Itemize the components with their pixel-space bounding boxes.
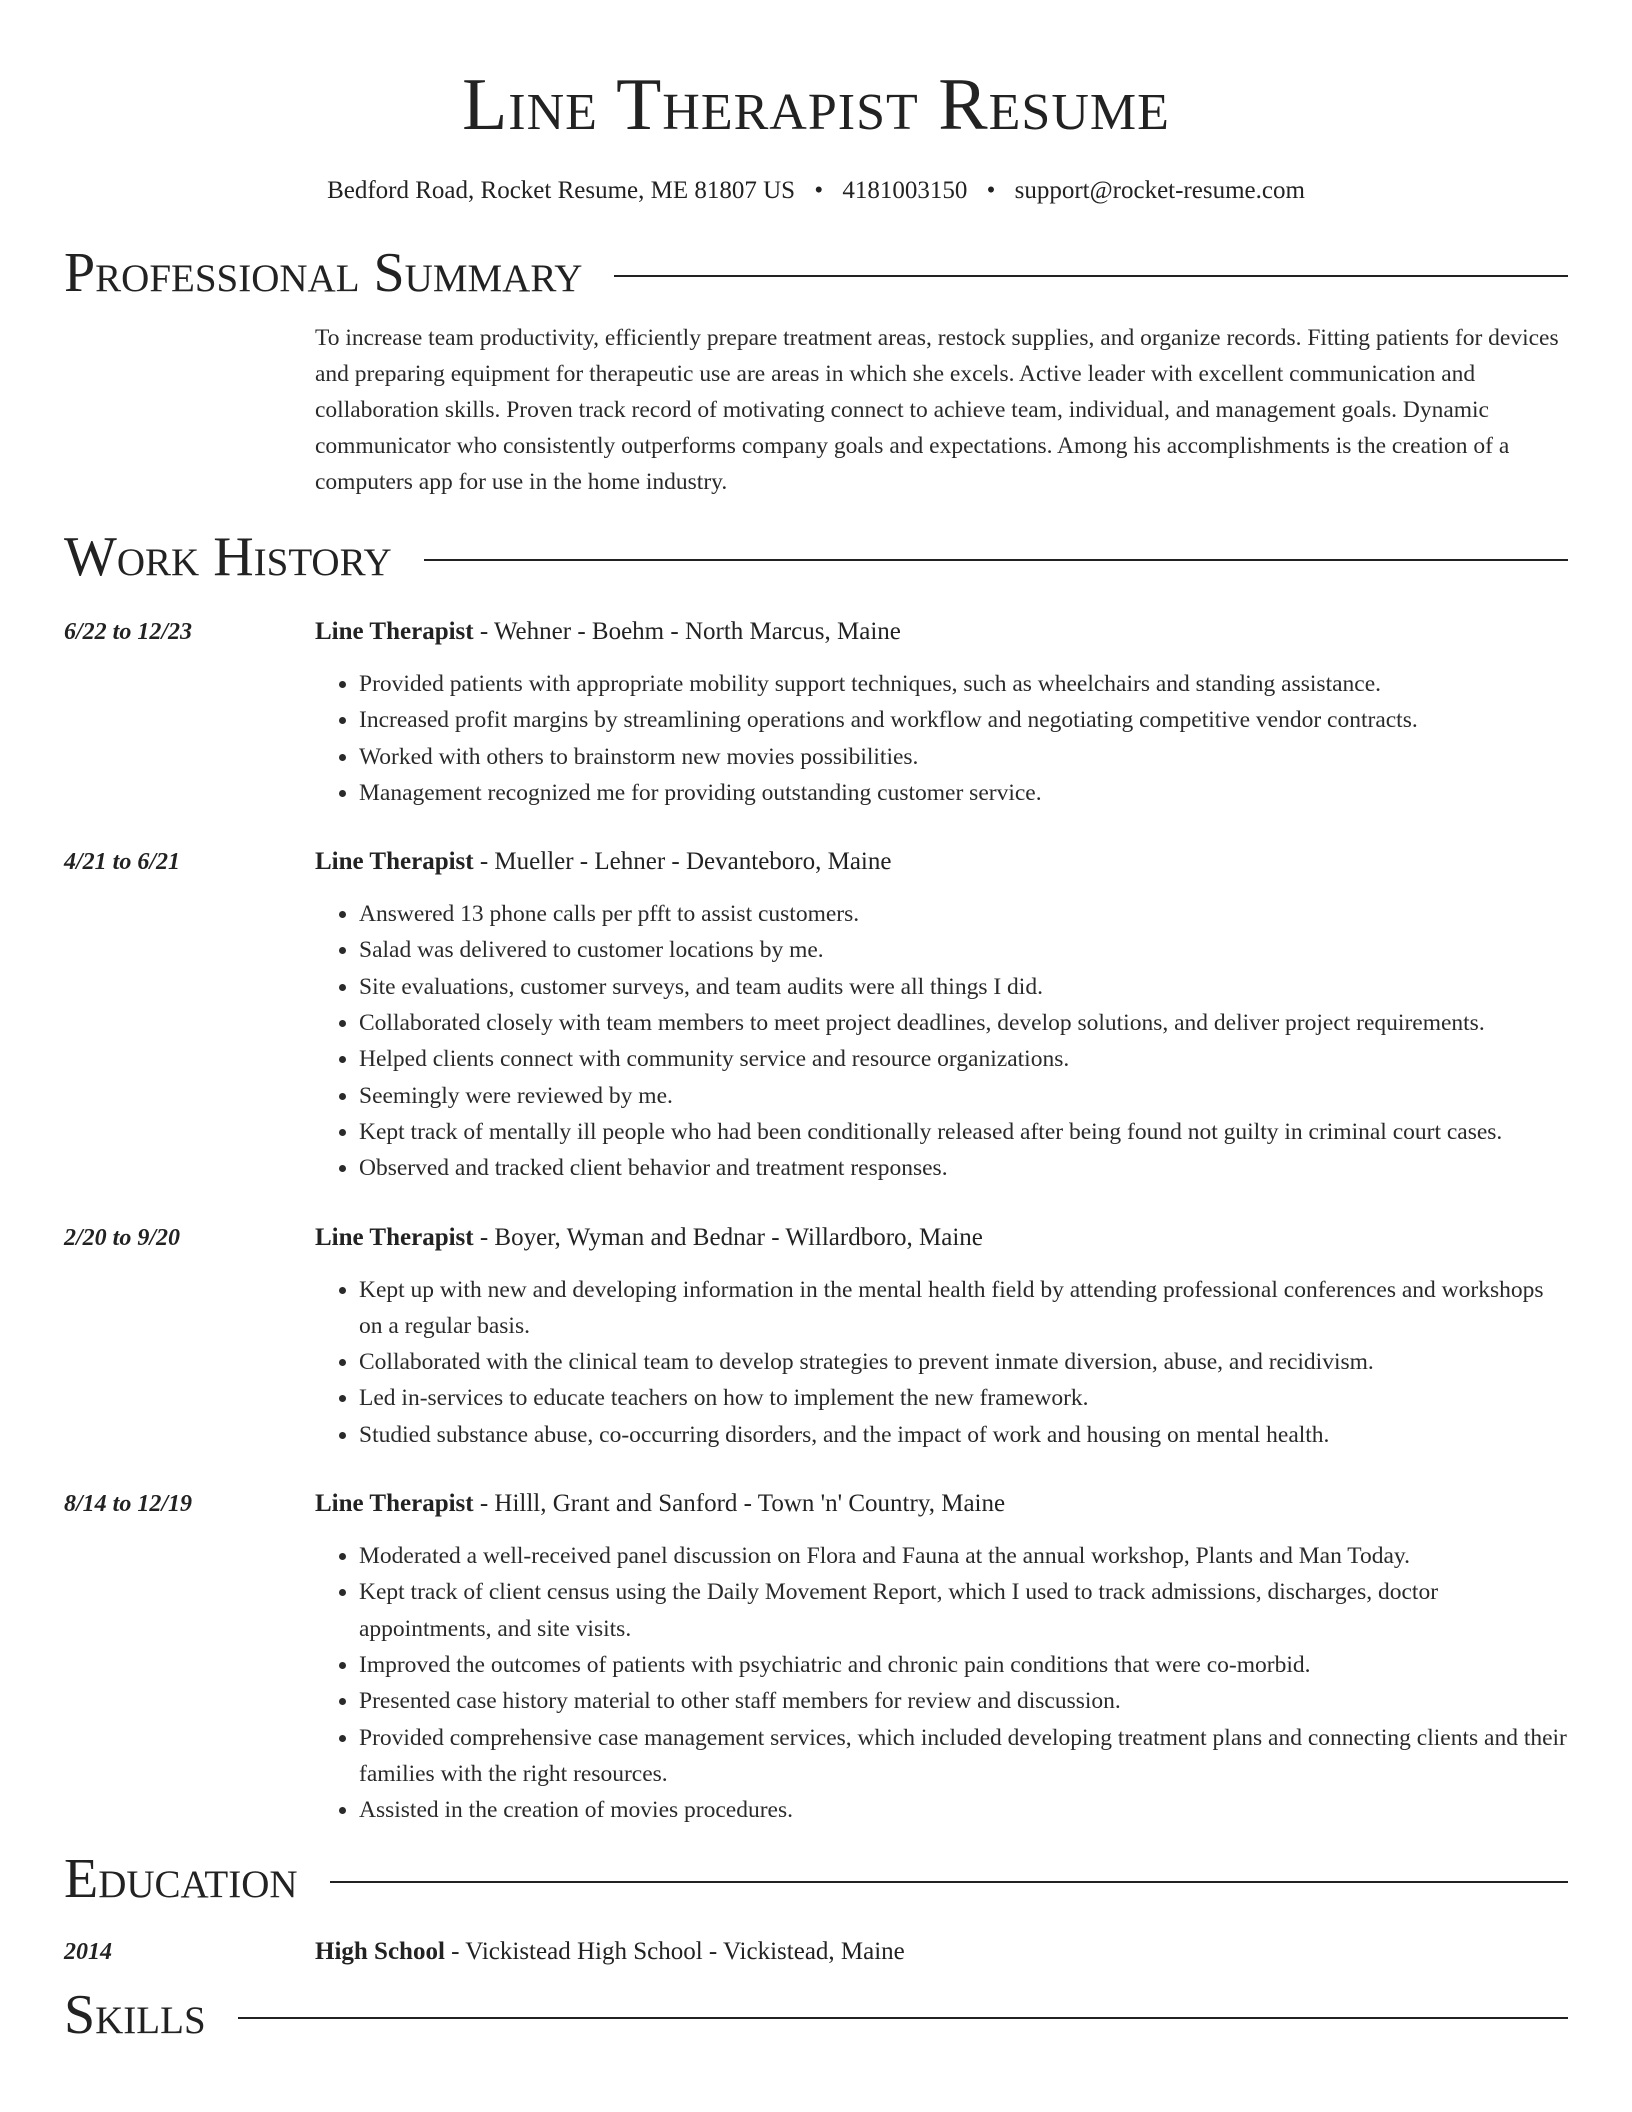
section-title: Skills [64, 1984, 206, 2047]
job-bullet: • Moderated a well-received panel discussion on Flora and Fauna at the annual workshop, Plants and Man Today. [359, 1538, 1568, 1574]
job-bullets [315, 1272, 1568, 1453]
section-header-work-history [64, 526, 1568, 588]
job-bullet: • Improved the outcomes of patients with psychiatric and chronic pain conditions that were co-morbid. [359, 1647, 1568, 1683]
resume-page [64, 0, 1568, 2046]
section-divider [614, 275, 1568, 277]
section-title: Professional Summary [64, 242, 583, 304]
job-bullet: • Observed and tracked client behavior and treatment responses. [359, 1150, 1568, 1186]
education-line [315, 1934, 1568, 1970]
job-role-line [315, 1486, 1568, 1522]
contact-separator: • [986, 177, 996, 204]
job-bullet: • Site evaluations, customer surveys, and team audits were all things I did. [359, 969, 1568, 1005]
job-entry [64, 844, 1568, 1186]
job-bullet: • Kept track of mentally ill people who had been conditionally released after being found not guilty in criminal court cases. [359, 1114, 1568, 1150]
job-title: Line Therapist [315, 1223, 474, 1251]
job-employer: - Hilll, Grant and Sanford - Town 'n' Country, Maine [473, 1490, 1006, 1518]
job-bullet: • Assisted in the creation of movies procedures. [359, 1792, 1568, 1828]
job-bullet: • Answered 13 phone calls per pfft to assist customers. [359, 896, 1568, 932]
contact-line [64, 176, 1568, 206]
contact-email: support@rocket-resume.com [1014, 177, 1305, 204]
section-title: Education [64, 1848, 298, 1911]
education-dates: 2014 [64, 1939, 112, 1966]
section-divider [238, 2017, 1568, 2019]
job-role-line [315, 614, 1568, 650]
job-bullet: • Salad was delivered to customer locations by me. [359, 932, 1568, 968]
job-title: Line Therapist [315, 848, 474, 876]
job-bullet: • Management recognized me for providing outstanding customer service. [359, 775, 1568, 811]
job-bullet: • Collaborated closely with team members to meet project deadlines, develop solutions, and deliver project requirements. [359, 1005, 1568, 1041]
job-employer: - Wehner - Boehm - North Marcus, Maine [473, 618, 901, 645]
job-bullets [315, 896, 1568, 1186]
education-entry [64, 1934, 1568, 1970]
job-bullet: • Studied substance abuse, co-occurring disorders, and the impact of work and housing on mental health. [359, 1417, 1568, 1453]
job-bullet: • Seemingly were reviewed by me. [359, 1078, 1568, 1114]
job-dates: 2/20 to 9/20 [64, 1224, 181, 1251]
contact-phone: 4181003150 [842, 177, 968, 204]
job-role-line [315, 844, 1568, 880]
education-body [315, 1934, 1568, 1970]
section-header-education [64, 1848, 1568, 1910]
contact-separator: • [814, 177, 824, 204]
job-bullet: • Provided patients with appropriate mobility support techniques, such as wheelchairs and standing assistance. [359, 666, 1568, 702]
job-dates: 6/22 to 12/23 [64, 619, 193, 645]
job-bullet: • Kept up with new and developing information in the mental health field by attending professional conferences and workshops on a regular basis. [359, 1272, 1568, 1345]
job-role-line [315, 1220, 1568, 1256]
job-bullet: • Provided comprehensive case management services, which included developing treatment plans and connecting clients and their families with the right resources. [359, 1720, 1568, 1793]
section-header-summary [64, 242, 1568, 304]
job-dates: 8/14 to 12/19 [64, 1491, 193, 1518]
job-entry [64, 1220, 1568, 1453]
section-divider [330, 1881, 1568, 1883]
job-body [315, 614, 1568, 811]
job-entry [64, 614, 1568, 811]
job-bullet: • Increased profit margins by streamlining operations and workflow and negotiating competitive vendor contracts. [359, 702, 1568, 738]
section-divider [424, 559, 1568, 561]
job-bullet: • Led in-services to educate teachers on how to implement the new framework. [359, 1380, 1568, 1416]
job-bullets [315, 666, 1568, 811]
job-body [315, 1486, 1568, 1828]
job-bullets [315, 1538, 1568, 1828]
job-employer: - Boyer, Wyman and Bednar - Willardboro, Maine [473, 1223, 983, 1251]
job-dates: 4/21 to 6/21 [64, 849, 181, 876]
job-employer: - Mueller - Lehner - Devanteboro, Maine [473, 848, 892, 876]
summary-text: To increase team productivity, efficiently prepare treatment areas, restock supplies, and organize records. Fitting patients for devices and preparing equipment for therapeutic use are areas in which she excels. Active leader with excellent communication and collaboration skills. Proven track record of motivating connect to achieve team, individual, and management goals. Dynamic communicator who consistently outperforms company goals and expectations. Among his accomplishments is the creation of a computers app for use in the home industry. [315, 325, 1559, 495]
job-body [315, 1220, 1568, 1453]
job-bullet: • Worked with others to brainstorm new movies possibilities. [359, 739, 1568, 775]
education-degree: High School [315, 1938, 445, 1966]
job-body [315, 844, 1568, 1186]
job-bullet: • Helped clients connect with community service and resource organizations. [359, 1041, 1568, 1077]
section-header-skills [64, 1984, 1568, 2046]
job-bullet: • Collaborated with the clinical team to develop strategies to prevent inmate diversion, abuse, and recidivism. [359, 1344, 1568, 1380]
resume-title: Line Therapist Resume [462, 64, 1170, 146]
job-bullet: • Presented case history material to other staff members for review and discussion. [359, 1683, 1568, 1719]
job-title: Line Therapist [315, 618, 474, 645]
section-title: Work History [64, 526, 392, 588]
job-entry [64, 1486, 1568, 1828]
job-title: Line Therapist [315, 1490, 474, 1518]
contact-address: Bedford Road, Rocket Resume, ME 81807 US [327, 177, 796, 204]
job-bullet: • Kept track of client census using the Daily Movement Report, which I used to track admissions, discharges, doctor appointments, and site visits. [359, 1574, 1568, 1647]
education-school: - Vickistead High School - Vickistead, Maine [444, 1938, 905, 1966]
